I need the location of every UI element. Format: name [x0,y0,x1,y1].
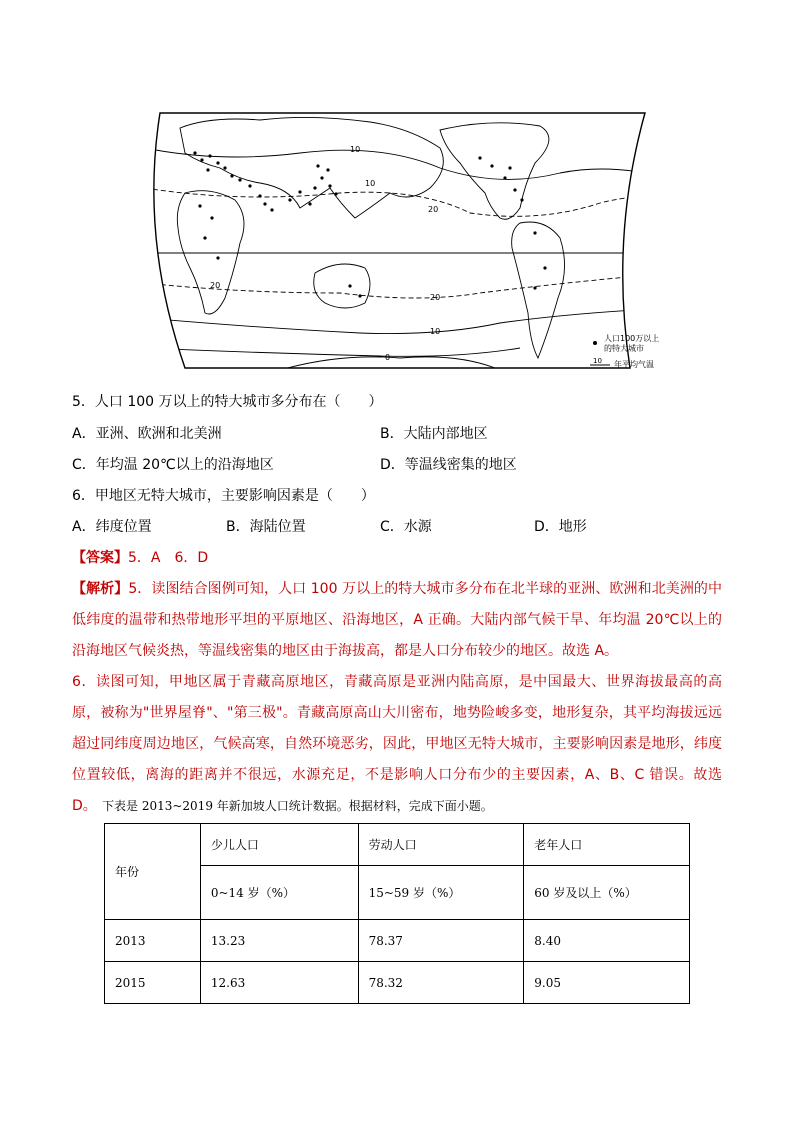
row-value: 13.23 [200,920,358,962]
city-dot-icon [593,341,597,345]
analysis-tag: 【解析】 [72,581,129,597]
isotherm-label: 10 [365,179,376,188]
q6-stem: 6．甲地区无特大城市，主要影响因素是（ ） [72,488,375,504]
row-value: 9.05 [524,962,690,1004]
header-range: 15~59 岁（%） [358,866,524,920]
table-intro: 下表是 2013~2019 年新加坡人口统计数据。根据材料，完成下面小题。 [102,799,493,813]
isotherm-label: 20 [210,281,221,290]
isotherm-label: 20 [430,293,441,302]
q5-option-b: B．大陆内部地区 [380,426,488,442]
header-range: 0~14 岁（%） [200,866,358,920]
header-group: 劳动人口 [358,824,524,866]
analysis-q5-text: 5．读图结合图例可知，人口 100 万以上的特大城市多分布在北半球的亚洲、欧洲和北美洲的中低纬度的温带和热带地形平坦的平原地区、沿海地区，A 正确。大陆内部气候干旱、年均温 20℃以上的沿海地区气候炎热，等温线密集的地区由于海拔高，都是人口分布较少的地区。故选 A。 [72,581,722,659]
population-table [104,823,690,1004]
q5-option-c: C．年均温 20℃以上的沿海地区 [72,457,274,473]
row-value: 12.63 [200,962,358,1004]
answer-line [72,548,208,568]
isotherm-label: 10 [430,327,441,336]
isotherm-label: 10 [350,145,361,154]
isotherm-label: 20 [428,205,439,214]
isotherm-label: 0 [385,353,391,362]
answer-tag: 【答案】 [72,550,128,566]
q6-option-d: D．地形 [534,519,587,535]
legend-city-line1: 人口100万以上 [604,334,660,343]
table-row [105,920,690,962]
legend-isotherm-value: 10 [593,357,602,365]
q5-option-d: D．等温线密集的地区 [380,457,517,473]
row-value: 8.40 [524,920,690,962]
map-frame [154,113,645,368]
q6-option-b: B．海陆位置 [226,519,306,535]
row-value: 78.37 [358,920,524,962]
legend-isotherm-label: 年平均气温 [614,360,654,369]
table-row [105,962,690,1004]
analysis-q6: 6．读图可知，甲地区属于青藏高原地区，青藏高原是亚洲内陆高原，是中国最大、世界海拔最高的高原，被称为"世界屋脊"、"第三极"。青藏高原高山大川密布，地势险峻多变，地形复杂，其平均海拔远远超过同纬度周边地区，气候高寒，自然环境恶劣，因此，甲地区无特大城市，主要影响因素是地形，纬度位置较低，离海的距离并不很远，水源充足，不是影响人口分布少的主要因素，A、B、C 错误。故选 D。 [72,674,722,814]
answer-text: 5．A 6．D [128,550,209,566]
q6-option-c: C．水源 [380,519,432,535]
q5-stem: 5．人口 100 万以上的特大城市多分布在（ ） [72,394,383,410]
q6-option-a: A．纬度位置 [72,519,152,535]
table-header-row [105,824,690,866]
header-group: 老年人口 [524,824,690,866]
legend-city-line2: 的特大城市 [604,344,644,353]
q5-option-a: A．亚洲、欧洲和北美洲 [72,426,222,442]
header-year: 年份 [105,824,201,920]
row-value: 78.32 [358,962,524,1004]
row-year: 2013 [105,920,201,962]
header-range: 60 岁及以上（%） [524,866,690,920]
map-legend [590,333,680,373]
header-group: 少儿人口 [200,824,358,866]
row-year: 2015 [105,962,201,1004]
analysis-q5 [72,574,722,667]
